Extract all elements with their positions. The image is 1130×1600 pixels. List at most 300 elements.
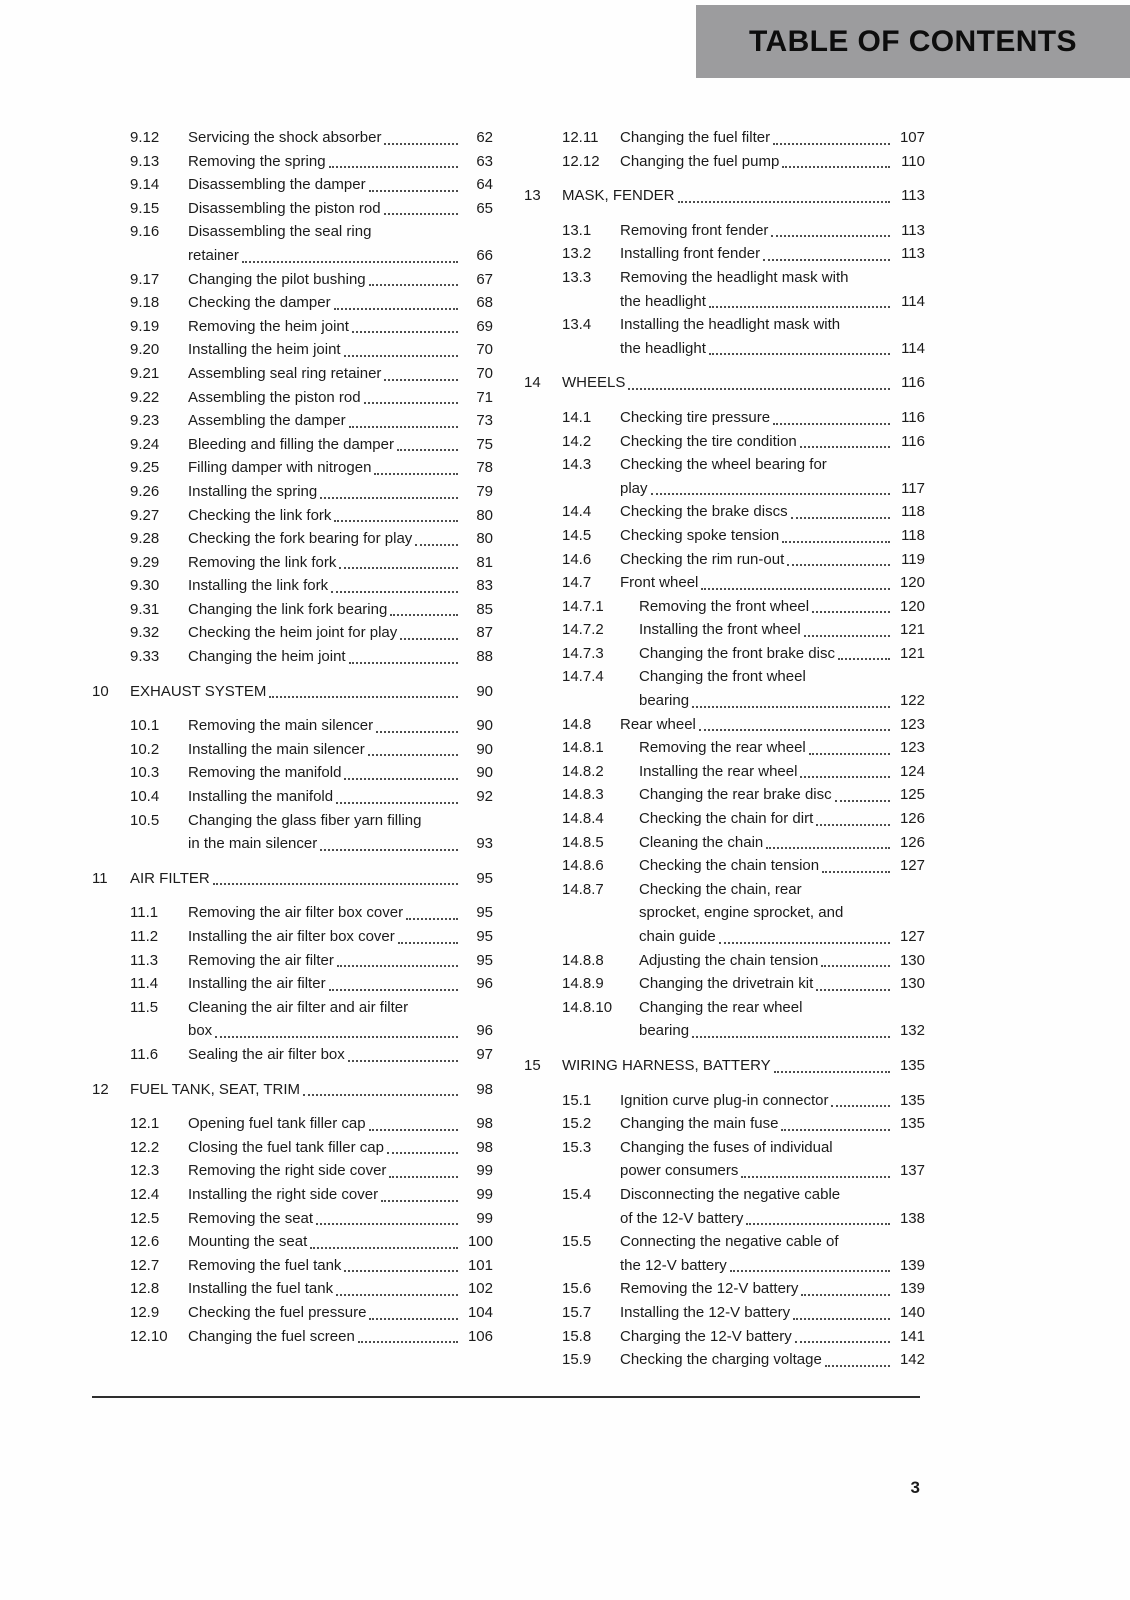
toc-entry-body	[188, 621, 493, 645]
toc-leader-dots	[835, 783, 890, 802]
toc-entry-body	[639, 783, 925, 807]
toc-entry	[524, 996, 925, 1043]
toc-entry-body	[188, 1254, 493, 1278]
toc-leader-dots	[320, 480, 458, 499]
toc-entry-title: Installing the manifold	[188, 788, 334, 806]
toc-entry	[524, 242, 925, 266]
toc-leader-dots	[369, 268, 458, 287]
toc-entry-number: 11	[92, 869, 108, 887]
toc-entry-page: 73	[476, 412, 493, 430]
toc-leader-dots	[349, 409, 458, 428]
toc-leader-dots	[358, 1325, 458, 1344]
toc-entry-page: 122	[899, 692, 925, 710]
toc-entry-number: 14	[524, 374, 541, 392]
toc-entry-page: 65	[476, 199, 493, 217]
toc-leader-dots	[364, 386, 458, 405]
toc-entry-number: 12	[92, 1080, 109, 1098]
toc-entry-body	[188, 338, 493, 362]
toc-entry	[524, 831, 925, 855]
toc-entry	[524, 313, 925, 360]
toc-entry-page: 90	[476, 764, 493, 782]
toc-leader-dots	[303, 1078, 458, 1097]
toc-entry-body	[188, 1277, 493, 1301]
toc-entry-page: 117	[901, 479, 925, 497]
toc-entry-title: Disassembling the piston rod	[188, 199, 381, 217]
toc-entry-page: 135	[899, 1115, 925, 1133]
toc-entry-title: Removing front fender	[620, 221, 769, 239]
toc-entry-page: 116	[901, 432, 925, 450]
toc-entry-body	[620, 1348, 925, 1372]
toc-entry	[92, 1078, 493, 1102]
toc-entry-number: 14.8.2	[562, 762, 604, 780]
toc-entry-page: 114	[901, 339, 925, 357]
toc-entry-body	[188, 809, 493, 856]
toc-entry	[92, 197, 493, 221]
toc-entry-page: 90	[476, 740, 493, 758]
toc-entry-title: Removing the air filter	[188, 951, 334, 969]
toc-entry-page: 121	[899, 644, 925, 662]
toc-entry-number: 13	[524, 187, 541, 205]
toc-entry-title: Changing the pilot bushing	[188, 270, 366, 288]
toc-entry-page: 114	[901, 292, 925, 310]
toc-entry-number: 14.8	[562, 715, 592, 733]
toc-entry	[92, 315, 493, 339]
toc-entry-title: Installing front fender	[620, 245, 761, 263]
toc-entry-body	[620, 242, 925, 266]
toc-entry	[524, 184, 925, 208]
toc-entry-number: 12.2	[130, 1138, 160, 1156]
toc-entry-number: 14.7.2	[562, 621, 604, 639]
toc-entry-title: Disassembling the seal ring	[188, 223, 372, 241]
footer-divider	[92, 1396, 920, 1398]
toc-entry	[524, 713, 925, 737]
toc-entry-body	[188, 551, 493, 575]
toc-entry-number: 9.12	[130, 129, 160, 146]
toc-leader-dots	[329, 150, 458, 169]
toc-entry-number: 9.21	[130, 364, 160, 382]
toc-entry-number: 9.26	[130, 482, 160, 500]
toc-leader-dots	[368, 738, 458, 757]
toc-leader-dots	[831, 1089, 890, 1108]
toc-entry-body	[188, 1207, 493, 1231]
toc-entry-number: 9.33	[130, 648, 160, 666]
toc-entry-body	[188, 598, 493, 622]
toc-entry-title: Servicing the shock absorber	[188, 129, 382, 146]
toc-entry-body	[639, 807, 925, 831]
toc-entry-title: Checking the rim run-out	[620, 550, 785, 568]
toc-leader-dots	[215, 1019, 458, 1038]
toc-leader-dots	[349, 645, 458, 664]
toc-entry-body	[620, 1183, 925, 1230]
toc-entry-page: 137	[899, 1162, 925, 1180]
toc-entry-number: 14.7.3	[562, 644, 604, 662]
toc-entry-page: 90	[476, 717, 493, 735]
toc-entry-number: 11.1	[130, 904, 159, 922]
toc-leader-dots	[329, 972, 458, 991]
toc-entry	[92, 150, 493, 174]
toc-entry-body	[639, 642, 925, 666]
toc-entry-body	[188, 504, 493, 528]
toc-entry-title: Changing the rear brake disc	[639, 786, 832, 804]
toc-entry-page: 78	[476, 459, 493, 477]
toc-entry-body	[620, 500, 925, 524]
toc-entry-page: 135	[899, 1091, 925, 1109]
toc-entry	[92, 1112, 493, 1136]
toc-entry	[524, 430, 925, 454]
toc-leader-dots	[337, 949, 458, 968]
toc-entry-number: 14.8.1	[562, 739, 604, 757]
toc-leader-dots	[773, 406, 890, 425]
page-header-banner	[696, 5, 1130, 78]
toc-entry-number: 15.7	[562, 1303, 592, 1321]
toc-entry-title: Checking spoke tension	[620, 526, 780, 544]
toc-entry-body	[188, 527, 493, 551]
toc-entry-title: Changing the drivetrain kit	[639, 975, 814, 993]
toc-entry-title: Installing the headlight mask with	[620, 316, 841, 334]
toc-entry-title: Installing the 12-V battery	[620, 1303, 791, 1321]
toc-entry-title: Checking the link fork	[188, 506, 332, 524]
toc-entry-number: 9.27	[130, 506, 160, 524]
toc-leader-dots	[816, 972, 890, 991]
toc-entry	[524, 1230, 925, 1277]
toc-entry-page: 98	[476, 1080, 493, 1098]
toc-entry-title: Installing the air filter	[188, 975, 326, 993]
toc-entry	[92, 574, 493, 598]
toc-entry-number: 9.19	[130, 317, 160, 335]
toc-entry-number: 15.9	[562, 1351, 592, 1369]
toc-entry-title: Removing the manifold	[188, 764, 342, 782]
toc-entry	[524, 1183, 925, 1230]
toc-entry	[524, 548, 925, 572]
toc-leader-dots	[344, 338, 458, 357]
toc-entry-title: Checking the fork bearing for play	[188, 530, 413, 548]
toc-entry-body	[188, 456, 493, 480]
toc-entry-body	[188, 220, 493, 267]
toc-entry-body	[620, 1136, 925, 1183]
toc-entry-body	[639, 949, 925, 973]
toc-entry-title: WHEELS	[562, 374, 626, 392]
toc-entry	[92, 480, 493, 504]
toc-entry-page: 116	[901, 374, 925, 392]
toc-leader-dots	[795, 1325, 890, 1344]
toc-entry-title: Removing the 12-V battery	[620, 1280, 799, 1298]
toc-entry-number: 10.2	[130, 740, 160, 758]
toc-entry	[92, 621, 493, 645]
toc-entry-number: 14.5	[562, 526, 592, 544]
toc-entry-number: 15.6	[562, 1280, 592, 1298]
toc-entry	[92, 504, 493, 528]
toc-entry-page: 127	[899, 928, 925, 945]
toc-entry	[92, 1230, 493, 1254]
toc-entry-number: 12.10	[130, 1327, 168, 1345]
toc-entry	[92, 433, 493, 457]
toc-entry-title: Removing the headlight mask with	[620, 268, 849, 286]
toc-entry	[92, 645, 493, 669]
toc-entry-page: 132	[899, 1022, 925, 1040]
toc-entry-number: 9.25	[130, 459, 160, 477]
toc-entry-title: Changing the fuses of individual	[620, 1138, 833, 1156]
toc-entry-title: Checking the damper	[188, 294, 331, 312]
toc-leader-dots	[320, 832, 458, 851]
toc-leader-dots	[397, 433, 458, 452]
toc-entry-number: 11.4	[130, 975, 159, 993]
toc-entry-page: 98	[476, 1115, 493, 1133]
toc-leader-dots	[741, 1159, 890, 1178]
toc-entry-title: Changing the fuel filter	[620, 129, 771, 146]
toc-entry	[92, 867, 493, 891]
toc-entry-body	[639, 854, 925, 878]
toc-entry-page: 118	[901, 503, 925, 521]
toc-leader-dots	[384, 197, 458, 216]
toc-entry-page: 125	[899, 786, 925, 804]
page-title: TABLE OF CONTENTS	[749, 24, 1077, 58]
toc-entry	[524, 266, 925, 313]
toc-entry-title: Mounting the seat	[188, 1233, 308, 1251]
toc-entry-body	[620, 1230, 925, 1277]
toc-column-right	[524, 126, 925, 1372]
toc-entry-page: 130	[899, 951, 925, 969]
toc-entry	[524, 878, 925, 949]
toc-entry-number: 15	[524, 1056, 541, 1074]
toc-entry-title: Installing the rear wheel	[639, 762, 798, 780]
toc-entry-body	[188, 738, 493, 762]
toc-entry-body	[620, 571, 925, 595]
toc-entry-title: Checking the chain for dirt	[639, 810, 814, 828]
toc-entry-number: 12.5	[130, 1209, 160, 1227]
toc-entry-page: 80	[476, 530, 493, 548]
toc-leader-dots	[781, 1112, 890, 1131]
toc-entry-body	[188, 409, 493, 433]
toc-entry-page: 116	[901, 408, 925, 426]
toc-entry-title: Installing the heim joint	[188, 341, 341, 359]
toc-entry-page: 113	[901, 187, 925, 205]
toc-entry-body	[130, 867, 493, 891]
toc-entry-page: 126	[899, 810, 925, 828]
toc-entry-title: Changing the heim joint	[188, 648, 346, 666]
toc-entry-page: 80	[476, 506, 493, 524]
toc-entry	[92, 527, 493, 551]
toc-entry	[524, 854, 925, 878]
toc-entry	[92, 598, 493, 622]
toc-entry-page: 121	[899, 621, 925, 639]
toc-leader-dots	[389, 1159, 458, 1178]
toc-entry-number: 12.11	[562, 129, 599, 146]
toc-entry	[92, 1325, 493, 1349]
toc-leader-dots	[336, 785, 458, 804]
toc-entry	[92, 409, 493, 433]
toc-entry-page: 120	[899, 574, 925, 592]
toc-leader-dots	[369, 173, 458, 192]
toc-entry-body	[188, 1183, 493, 1207]
toc-entry-page: 90	[476, 682, 493, 700]
toc-entry-number: 15.2	[562, 1115, 592, 1133]
table-of-contents	[92, 126, 925, 1372]
toc-entry-title: Removing the right side cover	[188, 1162, 387, 1180]
toc-entry	[524, 571, 925, 595]
toc-column-left	[92, 126, 493, 1348]
toc-entry-title: power consumers	[620, 1162, 739, 1180]
toc-entry-number: 14.7.1	[562, 597, 604, 615]
toc-entry	[524, 618, 925, 642]
toc-entry-page: 92	[476, 788, 493, 806]
toc-entry-body	[639, 618, 925, 642]
toc-entry-number: 14.8.5	[562, 833, 604, 851]
toc-entry-body	[620, 524, 925, 548]
toc-leader-dots	[381, 1183, 458, 1202]
toc-entry-body	[639, 831, 925, 855]
toc-leader-dots	[822, 854, 890, 873]
toc-entry-title: Changing the front brake disc	[639, 644, 835, 662]
toc-entry-title: EXHAUST SYSTEM	[130, 682, 267, 700]
toc-entry-title: in the main silencer	[188, 835, 318, 853]
toc-entry-body	[188, 949, 493, 973]
toc-leader-dots	[692, 1019, 890, 1038]
toc-entry-number: 9.16	[130, 223, 160, 241]
toc-entry-body	[188, 1136, 493, 1160]
toc-entry-number: 12.12	[562, 152, 600, 170]
toc-entry-page: 83	[476, 577, 493, 595]
toc-entry	[92, 1254, 493, 1278]
toc-entry-title: Removing the fuel tank	[188, 1256, 342, 1274]
toc-entry-title: Adjusting the chain tension	[639, 951, 819, 969]
toc-entry-number: 14.8.4	[562, 810, 604, 828]
toc-entry-title: Removing the seat	[188, 1209, 314, 1227]
toc-entry-title: Filling damper with nitrogen	[188, 459, 372, 477]
toc-entry	[92, 925, 493, 949]
toc-entry-body	[639, 878, 925, 949]
toc-entry-page: 96	[476, 975, 493, 993]
toc-entry	[524, 1301, 925, 1325]
toc-entry-number: 11.6	[130, 1045, 159, 1063]
toc-entry-number: 12.3	[130, 1162, 160, 1180]
toc-entry-number: 14.8.6	[562, 857, 604, 875]
toc-entry-title: AIR FILTER	[130, 869, 210, 887]
toc-entry-number: 15.8	[562, 1327, 592, 1345]
toc-entry-page: 69	[476, 317, 493, 335]
toc-entry-body	[188, 925, 493, 949]
toc-entry	[524, 1136, 925, 1183]
toc-leader-dots	[774, 1054, 890, 1073]
toc-entry-page: 119	[901, 550, 925, 568]
toc-entry-body	[620, 266, 925, 313]
toc-entry-page: 104	[467, 1303, 493, 1321]
toc-entry-page: 139	[899, 1256, 925, 1274]
toc-entry-page: 141	[899, 1327, 925, 1345]
toc-entry-title: Checking the heim joint for play	[188, 624, 398, 642]
toc-leader-dots	[369, 1301, 458, 1320]
toc-entry-title: Checking tire pressure	[620, 408, 771, 426]
toc-entry	[524, 1277, 925, 1301]
toc-entry-page: 139	[899, 1280, 925, 1298]
toc-entry-page: 71	[476, 388, 493, 406]
toc-entry-body	[639, 736, 925, 760]
toc-leader-dots	[339, 551, 458, 570]
toc-leader-dots	[310, 1230, 458, 1249]
toc-leader-dots	[374, 456, 458, 475]
toc-entry-page: 70	[476, 341, 493, 359]
toc-entry-number: 10.4	[130, 788, 160, 806]
toc-entry-number: 12.9	[130, 1303, 160, 1321]
toc-entry-body	[620, 1089, 925, 1113]
toc-entry-title: Opening fuel tank filler cap	[188, 1115, 366, 1133]
toc-entry-body	[188, 362, 493, 386]
toc-entry-body	[188, 1159, 493, 1183]
toc-leader-dots	[730, 1254, 890, 1273]
toc-entry	[92, 220, 493, 267]
toc-entry-page: 67	[476, 270, 493, 288]
toc-entry-body	[188, 433, 493, 457]
toc-entry-body	[562, 371, 925, 395]
toc-entry-page: 110	[901, 152, 925, 170]
toc-leader-dots	[791, 500, 890, 519]
toc-entry-page: 95	[476, 869, 493, 887]
toc-entry-title: the headlight	[620, 292, 706, 310]
toc-entry-page: 118	[901, 526, 925, 544]
toc-entry	[92, 551, 493, 575]
toc-leader-dots	[771, 219, 890, 238]
toc-entry	[92, 714, 493, 738]
toc-entry	[92, 386, 493, 410]
toc-leader-dots	[766, 831, 890, 850]
toc-entry-body	[620, 219, 925, 243]
toc-entry-number: 10	[92, 682, 109, 700]
toc-entry-title: FUEL TANK, SEAT, TRIM	[130, 1080, 301, 1098]
toc-entry-page: 100	[467, 1233, 493, 1251]
toc-leader-dots	[651, 477, 890, 496]
toc-entry	[524, 972, 925, 996]
toc-entry	[92, 1136, 493, 1160]
toc-entry	[92, 268, 493, 292]
toc-entry-title: Removing the main silencer	[188, 717, 374, 735]
toc-entry	[92, 338, 493, 362]
toc-entry-body	[639, 760, 925, 784]
toc-entry	[92, 785, 493, 809]
toc-entry-number: 9.14	[130, 176, 160, 194]
toc-entry-body	[620, 453, 925, 500]
toc-entry-body	[130, 1078, 493, 1102]
toc-entry-title: Changing the rear wheel	[639, 998, 803, 1016]
toc-leader-dots	[369, 1112, 458, 1131]
toc-entry-number: 11.2	[130, 928, 159, 945]
toc-leader-dots	[213, 867, 458, 886]
toc-entry-number: 10.1	[130, 717, 160, 735]
toc-entry-title: Cleaning the chain	[639, 833, 764, 851]
toc-entry-body	[188, 972, 493, 996]
toc-leader-dots	[719, 925, 890, 944]
toc-entry-body	[188, 1325, 493, 1349]
toc-entry-title: of the 12-V battery	[620, 1209, 744, 1227]
toc-entry-number: 9.32	[130, 624, 160, 642]
toc-leader-dots	[415, 527, 458, 546]
toc-entry-title: Changing the front wheel	[639, 668, 806, 686]
toc-leader-dots	[384, 126, 458, 145]
toc-leader-dots	[809, 736, 890, 755]
toc-leader-dots	[763, 242, 890, 261]
toc-entry	[524, 1325, 925, 1349]
toc-entry-page: 124	[899, 762, 925, 780]
toc-entry	[92, 996, 493, 1043]
toc-entry-body	[188, 386, 493, 410]
toc-entry-number: 14.7.4	[562, 668, 604, 686]
toc-leader-dots	[269, 680, 458, 699]
toc-leader-dots	[800, 430, 890, 449]
toc-leader-dots	[352, 315, 458, 334]
toc-entry	[524, 524, 925, 548]
toc-entry-page: 96	[476, 1022, 493, 1040]
toc-leader-dots	[816, 807, 890, 826]
toc-entry-page: 142	[899, 1351, 925, 1369]
toc-entry-body	[188, 480, 493, 504]
